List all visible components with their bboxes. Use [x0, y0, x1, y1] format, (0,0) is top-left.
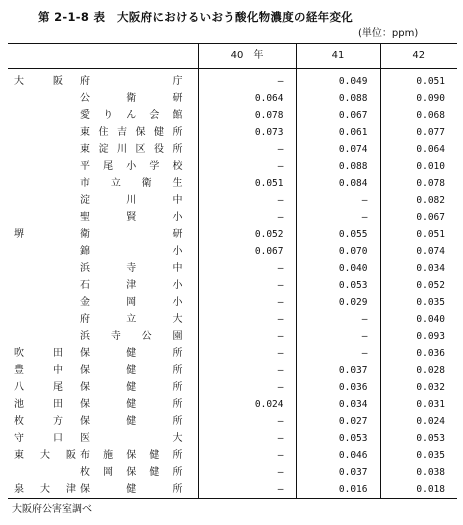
city-cell: 吹 田: [14, 348, 66, 359]
city-cell: [8, 158, 80, 175]
value-41-cell: 0.046: [296, 447, 380, 464]
table-row: [8, 430, 457, 447]
value-42-cell: 0.053: [380, 430, 457, 447]
value-40-cell: —: [198, 277, 296, 294]
value-40-cell: —: [198, 158, 296, 175]
city-cell: [8, 260, 80, 277]
table-row: [8, 294, 457, 311]
table-row: [8, 277, 457, 294]
site-cell: 医 大: [80, 433, 184, 444]
site-cell: 布施保健所: [80, 450, 184, 461]
value-40-cell: 0.064: [198, 90, 296, 107]
site-cell: 保 健 所: [80, 481, 198, 499]
city-cell: [8, 243, 80, 260]
value-40-cell: —: [198, 430, 296, 447]
city-cell: [8, 175, 80, 192]
table-row: [8, 413, 457, 430]
value-41-cell: 0.070: [296, 243, 380, 260]
value-40-cell: —: [198, 69, 296, 91]
value-42-cell: 0.052: [380, 277, 457, 294]
header-row: [8, 44, 457, 69]
table-row: [8, 447, 457, 464]
value-40-cell: —: [198, 413, 296, 430]
site-cell: 保 健 所: [80, 416, 184, 427]
site-cell: 衛 研: [80, 229, 184, 240]
value-41-cell: 0.029: [296, 294, 380, 311]
value-41-cell: —: [296, 192, 380, 209]
value-42-cell: 0.038: [380, 464, 457, 481]
value-41-cell: 0.053: [296, 277, 380, 294]
table-row: [8, 481, 457, 499]
city-cell: [8, 311, 80, 328]
value-41-cell: 0.034: [296, 396, 380, 413]
site-cell: 浜 寺 中: [80, 263, 184, 274]
value-41-cell: —: [296, 311, 380, 328]
site-cell: 聖 賢 小: [80, 212, 184, 223]
value-40-cell: 0.052: [198, 226, 296, 243]
site-cell: 金 岡 小: [80, 297, 184, 308]
table-row: [8, 379, 457, 396]
city-cell: [8, 328, 80, 345]
city-cell: [8, 124, 80, 141]
site-cell: 浜寺公園: [80, 331, 184, 342]
site-cell: 府 庁: [80, 76, 184, 87]
value-40-cell: 0.078: [198, 107, 296, 124]
value-40-cell: —: [198, 311, 296, 328]
site-cell: 淀 川 中: [80, 195, 184, 206]
city-cell: 堺: [14, 229, 27, 240]
value-42-cell: 0.093: [380, 328, 457, 345]
value-42-cell: 0.051: [380, 226, 457, 243]
site-cell: 府 立 大: [80, 314, 184, 325]
value-42-cell: 0.068: [380, 107, 457, 124]
site-cell: 石 津 小: [80, 280, 184, 291]
so2-concentration-table: [8, 43, 457, 499]
value-42-cell: 0.090: [380, 90, 457, 107]
city-cell: 枚 方: [14, 416, 66, 427]
site-cell: 保 健 所: [80, 348, 184, 359]
city-cell: 大 阪: [14, 76, 66, 87]
value-41-cell: —: [296, 209, 380, 226]
value-42-cell: 0.036: [380, 345, 457, 362]
table-row: [8, 464, 457, 481]
value-42-cell: 0.034: [380, 260, 457, 277]
value-42-cell: 0.024: [380, 413, 457, 430]
value-40-cell: 0.051: [198, 175, 296, 192]
value-42-cell: 0.051: [380, 69, 457, 91]
table-row: [8, 396, 457, 413]
value-41-cell: 0.053: [296, 430, 380, 447]
table-row: [8, 175, 457, 192]
value-42-cell: 0.035: [380, 294, 457, 311]
table-row: [8, 158, 457, 175]
site-cell: 東淀川区役所: [80, 144, 184, 155]
value-41-cell: 0.027: [296, 413, 380, 430]
site-cell: 公 衛 研: [80, 93, 184, 104]
table-title: 第 2-1-8 表 大阪府におけるいおう酸化物濃度の経年変化: [38, 10, 354, 24]
table-row: [8, 243, 457, 260]
table-row: [8, 209, 457, 226]
value-41-cell: 0.049: [296, 69, 380, 91]
city-cell: [8, 192, 80, 209]
city-cell: [8, 107, 80, 124]
value-41-cell: 0.037: [296, 464, 380, 481]
value-41-cell: —: [296, 328, 380, 345]
site-cell: 平尾小学校: [80, 161, 184, 172]
site-cell: 錦 小: [80, 246, 184, 257]
value-40-cell: —: [198, 379, 296, 396]
value-40-cell: 0.067: [198, 243, 296, 260]
value-42-cell: 0.082: [380, 192, 457, 209]
value-42-cell: 0.078: [380, 175, 457, 192]
value-41-cell: 0.055: [296, 226, 380, 243]
value-40-cell: —: [198, 345, 296, 362]
unit-label: (単位：ppm): [358, 28, 419, 39]
value-40-cell: —: [198, 192, 296, 209]
site-cell: 保 健 所: [80, 365, 184, 376]
value-42-cell: 0.040: [380, 311, 457, 328]
value-40-cell: —: [198, 260, 296, 277]
value-40-cell: —: [198, 362, 296, 379]
value-40-cell: —: [198, 481, 296, 499]
value-42-cell: 0.074: [380, 243, 457, 260]
value-42-cell: 0.032: [380, 379, 457, 396]
value-42-cell: 0.031: [380, 396, 457, 413]
city-cell: [8, 464, 80, 481]
city-cell: [8, 141, 80, 158]
header-year-40: 40 年: [198, 44, 296, 69]
value-41-cell: 0.037: [296, 362, 380, 379]
city-cell: 守 口: [14, 433, 66, 444]
table-row: [8, 226, 457, 243]
header-year-42: 42: [380, 44, 457, 69]
table-row: [8, 260, 457, 277]
value-41-cell: 0.016: [296, 481, 380, 499]
value-40-cell: 0.024: [198, 396, 296, 413]
table-row: [8, 124, 457, 141]
value-41-cell: —: [296, 345, 380, 362]
value-42-cell: 0.064: [380, 141, 457, 158]
value-41-cell: 0.036: [296, 379, 380, 396]
value-42-cell: 0.010: [380, 158, 457, 175]
value-40-cell: —: [198, 464, 296, 481]
source-note: 大阪府公害室調べ: [12, 504, 92, 515]
site-cell: 市立衛生: [80, 178, 184, 189]
city-cell: 豊 中: [14, 365, 66, 376]
value-41-cell: 0.084: [296, 175, 380, 192]
value-42-cell: 0.067: [380, 209, 457, 226]
value-41-cell: 0.088: [296, 158, 380, 175]
header-site: [80, 44, 198, 69]
value-40-cell: —: [198, 294, 296, 311]
table-row: [8, 192, 457, 209]
value-40-cell: —: [198, 447, 296, 464]
table-row: [8, 141, 457, 158]
value-42-cell: 0.018: [380, 481, 457, 499]
city-cell: [8, 209, 80, 226]
value-42-cell: 0.077: [380, 124, 457, 141]
city-cell: [8, 294, 80, 311]
city-cell: [8, 277, 80, 294]
table-row: [8, 69, 457, 91]
site-cell: 愛りん会館: [80, 110, 184, 121]
city-cell: 八 尾: [14, 382, 66, 393]
site-cell: 枚岡保健所: [80, 467, 184, 478]
value-42-cell: 0.028: [380, 362, 457, 379]
header-city: [8, 44, 80, 69]
site-cell: 保 健 所: [80, 382, 184, 393]
value-42-cell: 0.035: [380, 447, 457, 464]
table-row: [8, 362, 457, 379]
city-cell: 東 大 阪: [14, 450, 79, 461]
city-cell: 泉 大 津: [8, 481, 80, 499]
value-41-cell: 0.040: [296, 260, 380, 277]
table-row: [8, 107, 457, 124]
value-41-cell: 0.074: [296, 141, 380, 158]
value-41-cell: 0.067: [296, 107, 380, 124]
value-41-cell: 0.088: [296, 90, 380, 107]
table-row: [8, 90, 457, 107]
table-row: [8, 328, 457, 345]
value-40-cell: 0.073: [198, 124, 296, 141]
table-body: [8, 69, 457, 499]
header-year-41: 41: [296, 44, 380, 69]
table-row: [8, 311, 457, 328]
value-40-cell: —: [198, 328, 296, 345]
value-40-cell: —: [198, 141, 296, 158]
city-cell: 池 田: [14, 399, 66, 410]
site-cell: 保 健 所: [80, 399, 184, 410]
value-41-cell: 0.061: [296, 124, 380, 141]
table-row: [8, 345, 457, 362]
site-cell: 東住吉保健所: [80, 127, 184, 138]
value-40-cell: —: [198, 209, 296, 226]
city-cell: [8, 90, 80, 107]
